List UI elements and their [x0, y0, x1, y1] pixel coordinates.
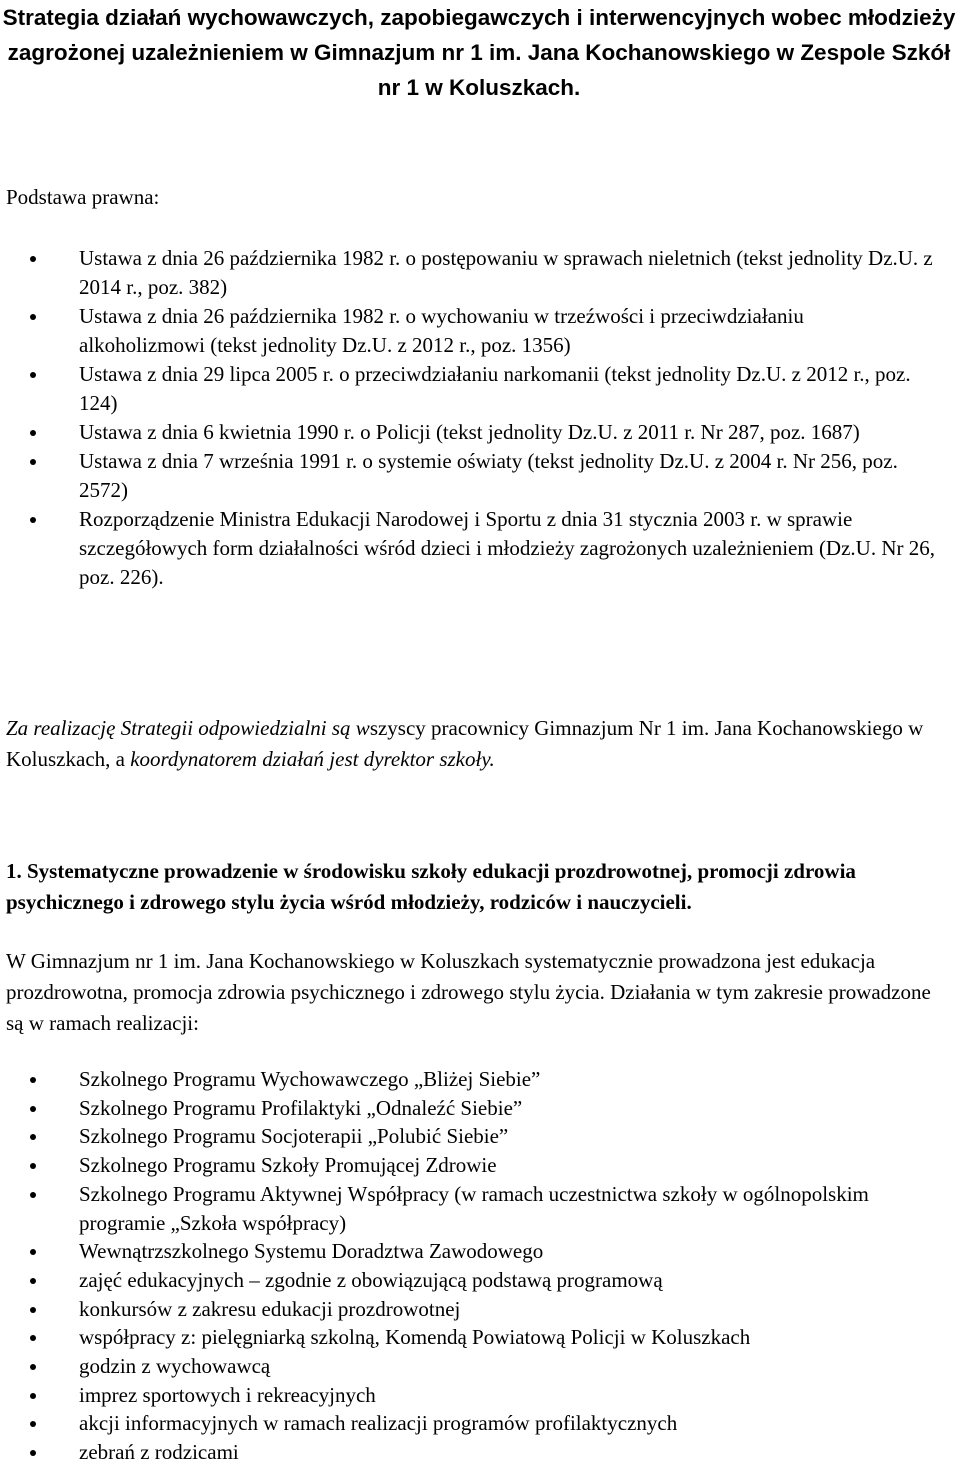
list-item: Ustawa z dnia 6 kwietnia 1990 r. o Policji (tekst jednolity Dz.U. z 2011 r. Nr 287, poz. 1687) — [0, 418, 935, 447]
list-item: godzin z wychowawcą — [0, 1352, 935, 1381]
document-title: Strategia działań wychowawczych, zapobiegawczych i interwencyjnych wobec młodzieży zagrożonej uzależnieniem w Gimnazjum nr 1 im. Jana Kochanowskiego w Zespole Szkół nr 1 w Koluszkach. — [2, 5, 956, 100]
section-1-body: W Gimnazjum nr 1 im. Jana Kochanowskiego w Koluszkach systematycznie prowadzona jest edukacja prozdrowotna, promocja zdrowia psychicznego i zdrowego stylu życia. Działania w tym zakresie prowadzone są w ramach realizacji: — [6, 949, 931, 1035]
list-item: Szkolnego Programu Aktywnej Współpracy (w ramach uczestnictwa szkoły w ogólnopolskim programie „Szkoła współpracy) — [0, 1180, 935, 1237]
legal-basis-list — [0, 244, 935, 592]
list-item: Rozporządzenie Ministra Edukacji Narodowej i Sportu z dnia 31 stycznia 2003 r. w sprawie szczegółowych form działalności wśród dzieci i młodzieży zagrożonych uzależnieniem (Dz.U. Nr 26, poz. 226). — [0, 505, 935, 592]
list-item: imprez sportowych i rekreacyjnych — [0, 1381, 935, 1410]
list-item: Szkolnego Programu Profilaktyki „Odnaleźć Siebie” — [0, 1094, 935, 1123]
list-item: zebrań z rodzicami — [0, 1438, 935, 1467]
list-item: Ustawa z dnia 7 września 1991 r. o systemie oświaty (tekst jednolity Dz.U. z 2004 r. Nr 256, poz. 2572) — [0, 447, 935, 505]
list-item: Szkolnego Programu Wychowawczego „Bliżej Siebie” — [0, 1065, 935, 1094]
list-item: Szkolnego Programu Szkoły Promującej Zdrowie — [0, 1151, 935, 1180]
list-item: Szkolnego Programu Socjoterapii „Polubić Siebie” — [0, 1122, 935, 1151]
legal-basis-heading: Podstawa prawna: — [6, 185, 160, 209]
responsibility-italic-end: koordynatorem działań jest dyrektor szkoły. — [130, 747, 495, 771]
programs-list — [0, 1065, 935, 1467]
list-item: współpracy z: pielęgniarką szkolną, Komendą Powiatową Policji w Koluszkach — [0, 1323, 935, 1352]
responsibility-paragraph — [6, 713, 951, 775]
list-item: Wewnątrzszkolnego Systemu Doradztwa Zawodowego — [0, 1237, 935, 1266]
list-item: Ustawa z dnia 26 października 1982 r. o wychowaniu w trzeźwości i przeciwdziałaniu alkoholizmowi (tekst jednolity Dz.U. z 2012 r., poz. 1356) — [0, 302, 935, 360]
responsibility-text: szyscy pracownicy Gimnazjum Nr 1 im. Jana Kochanowskiego w Koluszkach, a — [6, 716, 924, 771]
list-item: zajęć edukacyjnych – zgodnie z obowiązującą podstawą programową — [0, 1266, 935, 1295]
list-item: Ustawa z dnia 29 lipca 2005 r. o przeciwdziałaniu narkomanii (tekst jednolity Dz.U. z 2012 r., poz. 124) — [0, 360, 935, 418]
section-1-heading: 1. Systematyczne prowadzenie w środowisku szkoły edukacji prozdrowotnej, promocji zdrowia psychicznego i zdrowego stylu życia wśród młodzieży, rodziców i nauczycieli. — [6, 859, 856, 914]
responsibility-italic-start: Za realizację Strategii odpowiedzialni są w — [6, 716, 370, 740]
list-item: akcji informacyjnych w ramach realizacji programów profilaktycznych — [0, 1409, 935, 1438]
list-item: Ustawa z dnia 26 października 1982 r. o postępowaniu w sprawach nieletnich (tekst jednolity Dz.U. z 2014 r., poz. 382) — [0, 244, 935, 302]
list-item: konkursów z zakresu edukacji prozdrowotnej — [0, 1295, 935, 1324]
